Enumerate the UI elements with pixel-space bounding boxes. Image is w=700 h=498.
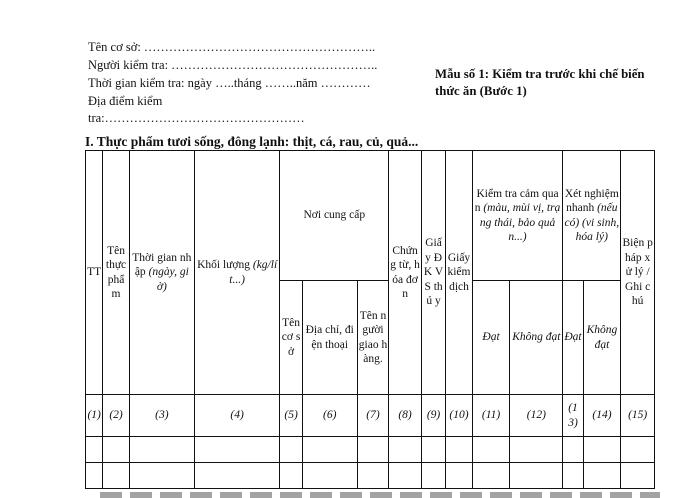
column-number: (10) — [446, 395, 472, 437]
header-sensory-check-label: Kiểm tra cảm quan — [474, 187, 559, 214]
header-rapid-test-note: (nếu có) (vi sinh, hóa lý) — [564, 202, 620, 243]
column-number: (13) — [563, 395, 583, 437]
column-number: (14) — [583, 395, 621, 437]
column-number: (6) — [302, 395, 357, 437]
header-line-inspection-time: Thời gian kiểm tra: ngày …..tháng ……..năm ………… — [88, 76, 371, 90]
header-line-inspector: Người kiểm tra: ………………………………………….. — [88, 58, 378, 72]
header-line-facility: Tên cơ sở: ……………………………………………….. — [88, 40, 376, 54]
header-address-phone: Địa chỉ, điện thoại — [302, 281, 357, 395]
column-number: (4) — [194, 395, 279, 437]
header-sensory-pass: Đạt — [472, 281, 510, 395]
header-sensory-check-note: (màu, mùi vị, trạng thái, bảo quản...) — [479, 202, 561, 243]
header-supplier: Nơi cung cấp — [280, 151, 389, 281]
cropped-text-fragment — [100, 492, 660, 498]
header-sensory-check — [472, 151, 563, 281]
column-number: (12) — [510, 395, 563, 437]
header-measures: Biện pháp xử lý /Ghi chú — [621, 151, 655, 395]
empty-row — [86, 437, 655, 463]
column-number: (7) — [357, 395, 389, 437]
form-title: Mẫu số 1: Kiểm tra trước khi chế biến thức ăn (Bước 1) — [435, 67, 645, 98]
column-number: (3) — [129, 395, 194, 437]
header-sensory-fail: Không đạt — [510, 281, 563, 395]
header-test-fail: Không đạt — [583, 281, 621, 395]
header-quarantine: Giấy kiểm dịch — [446, 151, 472, 395]
column-number-row — [86, 395, 655, 437]
column-number: (9) — [421, 395, 445, 437]
header-line-location-value: tra:………………………………………… — [88, 111, 305, 125]
column-number: (1) — [86, 395, 103, 437]
header-import-time-label: Thời gian nhập — [132, 251, 192, 279]
header-deliverer: Tên người giao hàng. — [357, 281, 389, 395]
column-number: (8) — [389, 395, 422, 437]
header-quantity-note: (kg/lít...) — [229, 259, 278, 286]
header-import-time-note: (ngày, giờ) — [148, 266, 189, 293]
header-facility-name: Tên cơ sở — [280, 281, 302, 395]
header-food-name: Tên thực phẩm — [103, 151, 129, 395]
header-documents: Chứng từ, hóa đơn — [389, 151, 422, 395]
header-line-location-label: Địa điểm kiểm — [88, 94, 163, 108]
header-rapid-test — [563, 151, 621, 281]
column-number: (2) — [103, 395, 129, 437]
column-number: (15) — [621, 395, 655, 437]
section-title: I. Thực phẩm tươi sống, đông lạnh: thịt, cá, rau, củ, quả... — [85, 134, 419, 149]
header-quantity-label: Khối lượng — [197, 259, 250, 271]
header-quantity — [194, 151, 279, 395]
inspection-table — [85, 150, 655, 489]
header-rapid-test-label: Xét nghiệm nhanh — [564, 187, 619, 214]
header-import-time — [129, 151, 194, 395]
empty-row — [86, 463, 655, 489]
header-vet-certificate: Giấy ĐK VS thú y — [421, 151, 445, 395]
header-test-pass: Đạt — [563, 281, 583, 395]
column-number: (5) — [280, 395, 302, 437]
header-tt: TT — [86, 151, 103, 395]
column-number: (11) — [472, 395, 510, 437]
